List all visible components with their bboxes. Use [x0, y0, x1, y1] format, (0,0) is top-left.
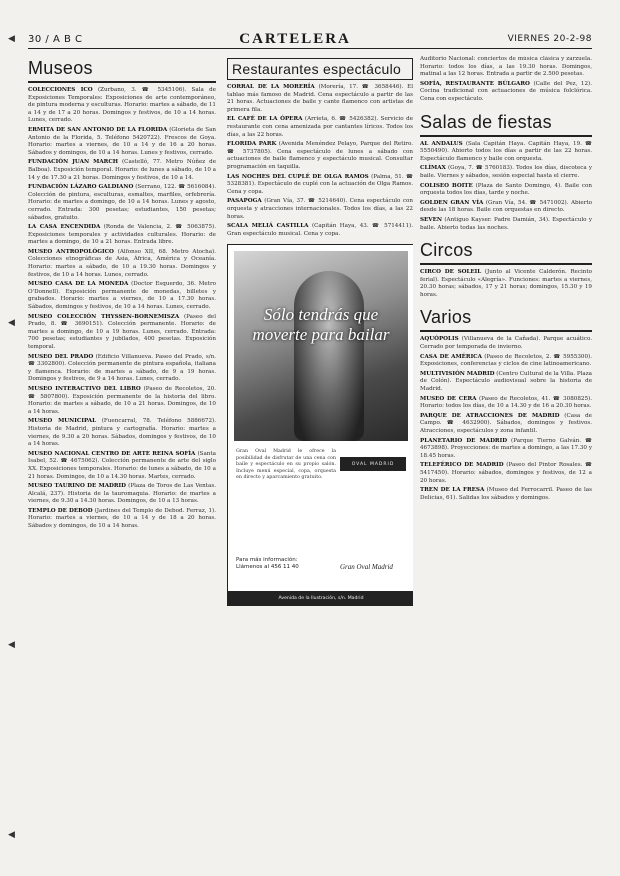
listing-text: (Zurbano, 3. ☎ 5345106). Sala de Exposiciones Temporales: Exposiciones de arte contemporáneo, de pintura moderna y esculturas. Horario: martes a sábado, de 11 a 14 y de 17 a 20 horas. Domingos y festivos, de 10 a 14 horas. Lunes, cerrado.: [28, 87, 216, 124]
listing-entry: [420, 396, 592, 411]
listing-entry: [420, 200, 592, 215]
margin-arrow-icon: ◀: [8, 318, 15, 328]
listing-entry: [28, 224, 216, 247]
listing-text: (Antiguo Kayser. Padre Damián, 34). Espectáculo y baile. Abierto todas las noches.: [420, 216, 592, 231]
column-salas: [420, 56, 592, 846]
listing-name: COLECCIONES ICO: [28, 87, 93, 93]
listing-name: FUNDACIÓN LÁZARO GALDIANO: [28, 184, 134, 191]
listing-name: SEVEN: [420, 216, 443, 223]
listing-entry: [420, 165, 592, 180]
margin-arrow-icon: ◀: [8, 640, 15, 650]
ad-brand: Gran Oval Madrid: [340, 563, 393, 572]
listing-text: (Jardines del Templo de Debod. Ferraz, 1). Horario: martes a viernes, de 10 a 14 y de 18 a 20 horas. Sábados y domingos, de 10 a 14 horas.: [28, 507, 216, 530]
listing-entry: [28, 483, 216, 506]
listing-name: MULTIVISIÓN MADRID: [420, 370, 495, 377]
advertisement[interactable]: [227, 244, 413, 606]
listing-name: CIRCO DE SOLEIL: [420, 269, 482, 276]
page-header: [28, 30, 592, 49]
listing-name: SCALA MELIÁ CASTILLA: [227, 223, 309, 230]
listing-entry: [420, 354, 592, 369]
listing-text: (Villanueva de la Cañada). Parque acuático. Cerrado por temporada de invierno.: [420, 336, 592, 351]
listing-entry: [227, 116, 413, 139]
museos-list: [28, 87, 216, 531]
varios-list: [420, 336, 592, 502]
listing-entry: [420, 487, 592, 502]
listing-name: TREN DE LA FRESA: [420, 487, 485, 494]
listing-text: (Arrieta, 6. ☎ 5426382). Servicio de restaurante con cena amenizada por cantantes líricos. Todos los días, a las 22 horas.: [227, 116, 413, 138]
listing-name: MUSEO NACIONAL CENTRO DE ARTE REINA SOFÍA: [28, 450, 196, 457]
listing-text: (Paseo del Prado, 8. ☎ 3690151). Colección permanente. Horario: de martes a domingo, de 10 a 19 horas. Lunes, cerrado. Entrada: 700 pesetas; estudiantes y jubilados, 400 pesetas. Exposición temporal.: [28, 313, 216, 350]
listing-name: GOLDEN GRAN VÍA: [420, 199, 484, 206]
margin-arrow-icon: ◀: [8, 830, 15, 840]
section-title: CARTELERA: [239, 30, 351, 47]
section-circos-title: Circos: [420, 240, 592, 265]
listing-entry: [227, 84, 413, 114]
listing-name: MUSEO MUNICIPAL: [28, 418, 97, 425]
listing-text: (Serrano, 122. ☎ 5616084). Colección de pintura, esculturas, esmaltes, marfiles, orfebrería. Horario: de martes a domingo, de 10 a 14 horas. Lunes y agosto, cerrado. Entrada: 300 pesetas; estudiantes, 150 pesetas; sábados, gratuito.: [28, 184, 216, 221]
ad-body-text: Gran Oval Madrid le ofrece la posibilidad de disfrutar de una cena con baile y espectáculo en su propio salón. Incluye menú especial, copa, orquesta en directo y aparcamiento gratuito.: [236, 449, 336, 480]
page-number: 30 / A B C: [28, 33, 83, 45]
listing-text: (Junto al Vicente Calderón. Recinto ferial). Espectáculo «Alegría». Funciones: martes a viernes, 20.30 horas; sábados, 17 y 21 horas; domingos, 15.30 y 19 horas.: [420, 269, 592, 298]
ad-footer: Avenida de la Ilustración, s/n. Madrid: [228, 591, 413, 605]
section-salas-title: Salas de fiestas: [420, 112, 592, 137]
section-varios-title: Varios: [420, 307, 592, 332]
listing-name: ERMITA DE SAN ANTONIO DE LA FLORIDA: [28, 126, 168, 133]
ad-photo: [234, 251, 408, 441]
ad-slogan: Sólo tendrás que moverte para bailar: [252, 305, 390, 345]
listing-text: (Paseo de Recoletos, 41. ☎ 3080825). Horario: todos los días, de 10 a 14.30 y de 16 a 20.30 horas.: [420, 395, 592, 410]
listing-name: MUSEO CASA DE LA MONEDA: [28, 281, 129, 288]
listing-name: PASAPOGA: [227, 198, 262, 205]
listing-entry: [420, 336, 592, 351]
listing-text: (Doctor Esquerdo, 36. Metro O'Donnell). Exposición permanente de monedas, billetes y grabados. Horario: martes a viernes, de 10 a 17.30 horas. Sábados, domingos y festivos, de 10 a 14 horas. Lunes, cerrado.: [28, 281, 216, 311]
listing-entry: [28, 127, 216, 157]
ad-stripe: OVAL MADRID: [340, 457, 406, 471]
listing-text: (Paseo del Pintor Rosales. ☎ 5417450). Horario: sábados, domingos y festivos, de 12 a 20 horas.: [420, 462, 592, 484]
listing-name: FLORIDA PARK: [227, 141, 277, 148]
listing-entry: [28, 508, 216, 531]
listing-text: (Avenida Menéndez Pelayo, Parque del Retiro. ☎ 5737805). Cena espectáculo de lunes a sábado con actuaciones de baile flamenco y espectáculo musical. Consultar programación en taquilla.: [227, 141, 413, 170]
listing-entry: [420, 371, 592, 394]
ad-phone[interactable]: Llámenos al 456 11 40: [236, 564, 299, 571]
listing-text: (Castelló, 77. Metro Núñez de Balboa). Exposición temporal. Horario: de lunes a sábado, de 10 a 14 y de 17.30 a 21 horas. Domingos y festivos, de 10 a 14.: [28, 159, 216, 181]
listing-entry: [420, 183, 592, 198]
listing-name: COLISEO BOITE: [420, 182, 473, 189]
listing-text: (Edificio Villanueva. Paseo del Prado, s/n. ☎ 3302800). Colección permanente de pintura española, italiana y flamenca. Horario: de martes a sábado, de 9 a 19 horas. Domingos y festivos, de 9 a 14 horas. Lunes, cerrado.: [28, 353, 216, 383]
restaurantes-list: [227, 84, 413, 238]
listing-name: MUSEO DEL PRADO: [28, 353, 94, 360]
listing-entry: [227, 141, 413, 171]
ad-contact-label: Para más información:: [236, 557, 298, 564]
listing-entry: [28, 418, 216, 448]
listing-text: (Goya, 7. ☎ 5760183). Todos los días, discoteca y baile. Viernes y sábados, sesión especial hasta el cierre.: [420, 165, 592, 179]
listing-text: (Sala Capitán Haya. Capitán Haya, 19. ☎ 5550490). Abierto todos los días a partir de las 22 horas. Espectáculo flamenco y baile con orquesta.: [420, 140, 592, 162]
listing-entry: [28, 451, 216, 481]
listing-entry: [28, 249, 216, 279]
section-restaurantes-title: Restaurantes espectáculo: [227, 58, 413, 80]
listing-text: (Gran Vía, 54. ☎ 5471002). Abierto desde las 18 horas. Baile con orquestas en directo.: [420, 199, 592, 214]
listing-entry: [420, 269, 592, 299]
listing-name: LA CASA ENCENDIDA: [28, 224, 101, 231]
listing-text: (Palma, 51. ☎ 5328381). Espectáculo de cuplé con la actuación de Olga Ramos. Cena y copa.: [227, 173, 413, 195]
margin-arrow-icon: ◀: [8, 34, 15, 44]
listing-name: MUSEO TAURINO DE MADRID: [28, 483, 127, 490]
listing-text: (Paseo de Recoletos, 20. ☎ 5807800). Exposición permanente de la historia del libro. Horario: de martes a sábado, de 10 a 21 horas. Domingos, de 10 a 14 horas.: [28, 385, 216, 415]
listing-name: TEMPLO DE DEBOD: [28, 507, 93, 514]
listing-text: (Plaza de Santo Domingo, 4). Baile con orquesta todos los días, tarde y noche.: [420, 182, 592, 197]
listing-entry: [28, 386, 216, 416]
listing-text: (Casa de Campo. ☎ 4632900). Sábados, domingos y festivos. Atracciones, espectáculos y zona infantil.: [420, 412, 592, 434]
listing-text: (Alfonso XII, 68. Metro Atocha). Colecciones etnográficas de Asia, África, América y Oceanía. Horario: martes a sábado, de 10 a 19.30 horas. Domingos y festivos, de 10 a 14 horas. Lunes, cerrado.: [28, 248, 216, 278]
listing-entry: [28, 159, 216, 182]
listing-name: MUSEO DE CERA: [420, 395, 477, 402]
ad-figure: [294, 271, 364, 441]
listing-name: LAS NOCHES DEL CUPLÉ DE OLGA RAMOS: [227, 173, 369, 180]
listing-name: PARQUE DE ATRACCIONES DE MADRID: [420, 412, 560, 419]
listing-name: CORRAL DE LA MORERÍA: [227, 84, 315, 90]
listing-entry: [28, 314, 216, 352]
listing-name: FUNDACIÓN JUAN MARCH: [28, 159, 119, 166]
listing-name: MUSEO ANTROPOLÓGICO: [28, 248, 114, 255]
column-restaurantes: [227, 56, 413, 846]
listing-entry: [227, 174, 413, 197]
listing-text: (Santa Isabel, 52. ☎ 4675062). Colección permanente de arte del siglo XX. Exposiciones temporales. Horario: de lunes a sábado, de 10 a 21 horas. Domingos, de 10 a 14.30 horas. Martes, cerrado.: [28, 450, 216, 480]
listing-entry: [28, 354, 216, 384]
listing-entry: [227, 223, 413, 238]
listing-entry: [420, 462, 592, 485]
intro-entry: Auditorio Nacional: conciertos de música clásica y zarzuela. Horario: todos los días, a las 19.30 horas. Domingos, matinal a las 12 horas. Entrada a partir de 2.500 pesetas.: [420, 56, 592, 78]
listing-name: AQUÓPOLIS: [420, 336, 459, 343]
salas-list: [420, 141, 592, 233]
listing-name: MUSEO INTERACTIVO DEL LIBRO: [28, 385, 141, 392]
listing-name: AL ANDALUS: [420, 140, 463, 147]
section-museos-title: Museos: [28, 58, 216, 83]
intro-entry-2: SOFÍA, RESTAURANTE BÚLGARO (Calle del Pez, 12). Cocina tradicional con actuaciones de música folclórica. Cena con espectáculo.: [420, 80, 592, 102]
listing-name: CLÍMAX: [420, 165, 446, 172]
listing-name: MUSEO COLECCIÓN THYSSEN-BORNEMISZA: [28, 313, 180, 320]
listing-text: (Gran Vía, 37. ☎ 5214640). Cena espectáculo con orquesta y atracciones internacionales. Todos los días, a las 22 horas.: [227, 198, 413, 220]
listing-text: (Fuencarral, 78. Teléfono 5886672). Historia de Madrid, pintura y cartografía. Horario: martes a viernes, de 9.30 a 20 horas. Sábados, domingos y festivos, de 10 a 14 horas.: [28, 418, 216, 448]
listing-entry: [28, 281, 216, 311]
listing-text: (Glorieta de San Antonio de la Florida, 5. Teléfono 5420722). Frescos de Goya. Horario: martes a viernes, de 10 a 14 y de 16 a 20 horas. Sábados y domingos, de 10 a 14 horas. Lunes y festivos, cerrado.: [28, 126, 216, 156]
listing-text: (Morería, 17. ☎ 3658446). El tablao más famoso de Madrid. Cena espectáculo a partir de las 21 horas. Actuaciones de baile y cante flamenco con artistas de primera fila.: [227, 84, 413, 113]
listing-entry: [227, 198, 413, 221]
listing-entry: [28, 87, 216, 125]
listing-text: (Ronda de Valencia, 2. ☎ 5063875). Exposiciones temporales y actividades culturales. Horario: de martes a domingo, de 10 a 21 horas. Entrada libre.: [28, 224, 216, 246]
listing-entry: [420, 141, 592, 164]
listing-entry: [420, 413, 592, 436]
listing-name: TELEFÉRICO DE MADRID: [420, 462, 504, 469]
listing-text: (Centro Cultural de la Villa. Plaza de Colón). Espectáculo audiovisual sobre la historia de Madrid.: [420, 370, 592, 393]
listing-text: (Parque Tierno Galván. ☎ 4673898). Proyecciones: de martes a domingo, a las 17.30 y 18.45 horas.: [420, 437, 592, 459]
listing-name: EL CAFÉ DE LA ÓPERA: [227, 116, 303, 123]
listing-text: (Museo del Ferrocarril. Paseo de las Delicias, 61). Salidas los sábados y domingos.: [420, 487, 592, 501]
column-museos: [28, 56, 216, 846]
ad-contact: [236, 557, 299, 571]
circos-list: [420, 269, 592, 299]
listing-name: CASA DE AMÉRICA: [420, 353, 482, 360]
listing-entry: [28, 184, 216, 222]
listing-text: (Plaza de Toros de Las Ventas. Alcalá, 237). Historia de la tauromaquia. Horario: de martes a viernes, de 9.30 a 14.30 horas. Domingos, de 10 a 13 horas.: [28, 483, 216, 505]
listing-text: (Capitán Haya, 43. ☎ 5714411). Gran espectáculo musical. Cena y copa.: [227, 223, 413, 237]
listing-entry: [420, 217, 592, 232]
listing-name: PLANETARIO DE MADRID: [420, 437, 508, 444]
page-date: VIERNES 20-2-98: [507, 34, 592, 44]
listing-entry: [420, 438, 592, 461]
listing-text: (Paseo de Recoletos, 2. ☎ 5955300). Exposiciones, conferencias y ciclos de cine latinoamericano.: [420, 353, 592, 368]
